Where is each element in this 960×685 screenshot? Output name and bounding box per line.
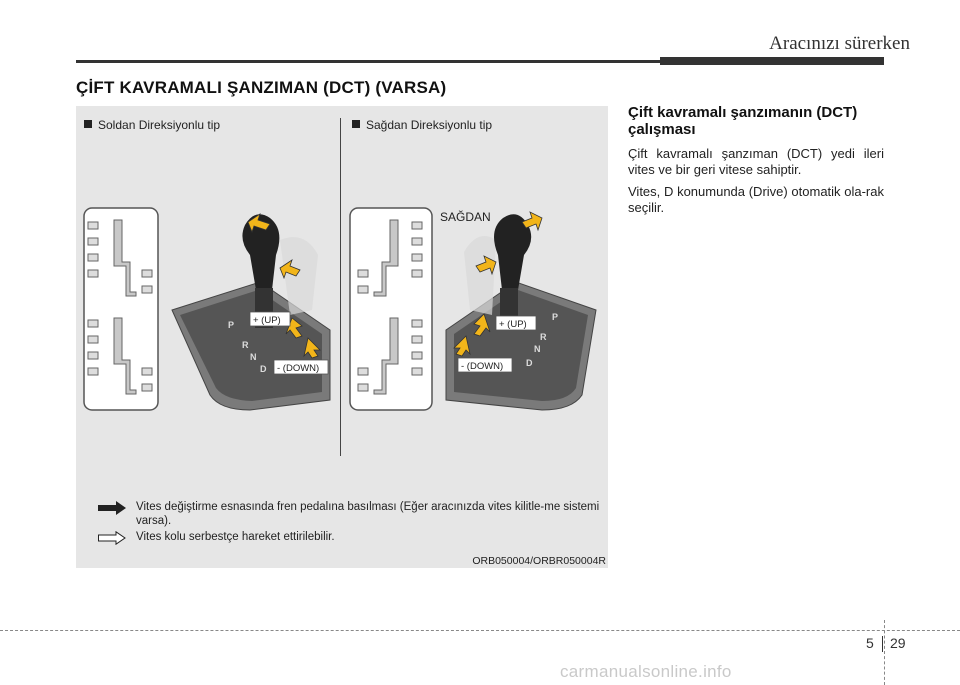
page-number: 29 — [890, 635, 906, 651]
running-header: Aracınızı sürerken — [769, 33, 910, 54]
down-label: - (DOWN) — [461, 361, 504, 372]
square-bullet-icon — [84, 120, 92, 128]
left-panel-caption — [84, 118, 220, 132]
legend-text: Vites değiştirme esnasında fren pedalına basılması (Eğer aracınızda vites kilitle-me sistemi varsa). — [136, 501, 600, 527]
header-rule-thick — [660, 57, 884, 65]
gear-letter: N — [250, 352, 257, 362]
body-paragraph: Çift kavramalı şanzıman (DCT) yedi ileri vites ve bir geri vitese sahiptir. — [628, 146, 884, 177]
footer-rule — [0, 630, 960, 631]
down-label: - (DOWN) — [277, 363, 320, 374]
gear-letter: R — [540, 332, 547, 342]
figure-code: ORB050004/ORBR050004R — [472, 555, 606, 567]
gear-letter: D — [260, 364, 267, 374]
watermark: carmanualsonline.info — [560, 662, 732, 681]
filled-arrow-icon — [98, 501, 126, 515]
legend-text: Vites kolu serbestçe hareket ettirilebilir. — [136, 531, 335, 543]
up-label: + (UP) — [253, 315, 281, 326]
left-shifter-diagram — [80, 200, 340, 415]
outline-arrow-icon — [98, 531, 126, 545]
right-shifter-diagram — [346, 200, 606, 415]
panel-divider — [340, 118, 341, 456]
body-paragraph: Vites, D konumunda (Drive) otomatik ola-rak seçilir. — [628, 184, 884, 215]
gear-letter: P — [228, 320, 235, 330]
body-column — [628, 104, 884, 222]
right-side-label: SAĞDAN — [440, 210, 491, 224]
square-bullet-icon — [352, 120, 360, 128]
section-title: ÇİFT KAVRAMALI ŞANZIMAN (DCT) (VARSA) — [76, 78, 447, 97]
right-caption-text: Sağdan Direksiyonlu tip — [366, 118, 493, 132]
left-caption-text: Soldan Direksiyonlu tip — [98, 118, 221, 132]
right-panel-caption — [352, 118, 492, 132]
gear-letter: D — [526, 358, 533, 368]
body-heading: Çift kavramalı şanzımanın (DCT) çalışması — [628, 104, 858, 138]
footer-guide — [884, 620, 885, 685]
gear-letter: P — [552, 312, 559, 322]
gear-letter: R — [242, 340, 249, 350]
up-label: + (UP) — [499, 319, 527, 330]
gear-letter: N — [534, 344, 541, 354]
chapter-number: 5 — [866, 635, 874, 651]
page-separator — [882, 636, 883, 652]
